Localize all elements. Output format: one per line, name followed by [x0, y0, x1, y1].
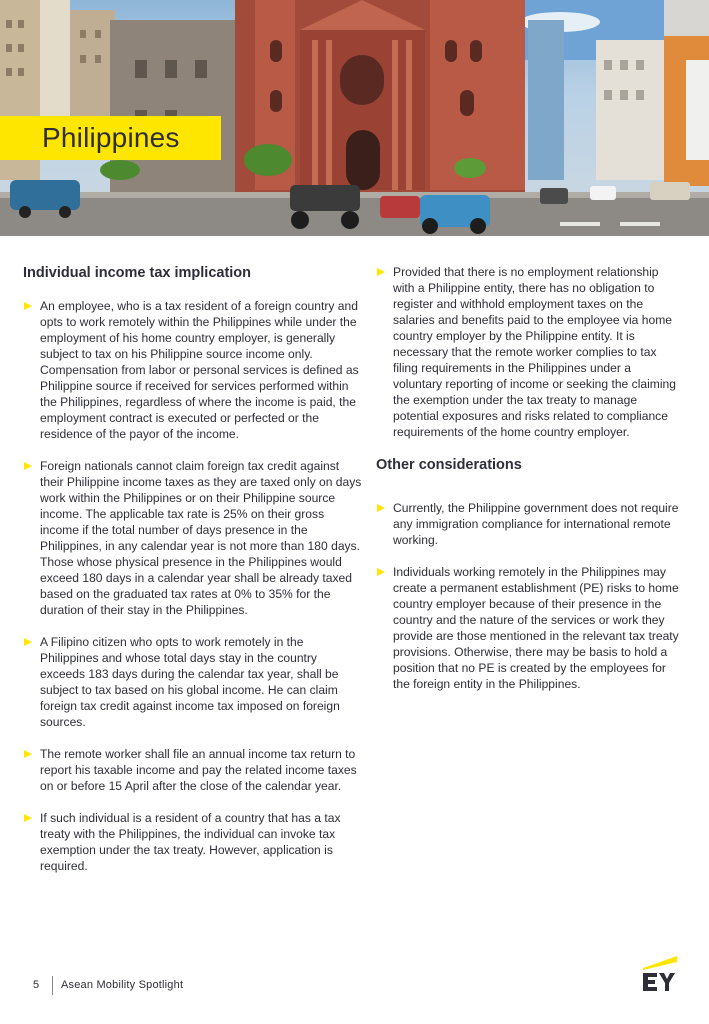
bullet-arrow-icon	[24, 750, 32, 758]
list-item: An employee, who is a tax resident of a foreign country and opts to work remotely within the Philippines while under the employment of his home country employer, is generally subject to tax on his Philippine source income only. Compensation from labor or personal services is defined as Philippine source if received for services performed within the Philippines, regardless of where the income is paid, the employment contract is executed or perfected or the residence of the payor of the income.	[23, 298, 365, 442]
ey-logo-icon	[641, 954, 679, 992]
list-item: If such individual is a resident of a country that has a tax treaty with the Philippines, the individual can invoke tax exemption under the tax treaty. However, application is required.	[23, 810, 365, 874]
page-number: 5	[33, 979, 40, 991]
hero-photo	[0, 0, 709, 236]
left-column	[23, 264, 365, 890]
footer-divider	[52, 976, 53, 995]
bullet-arrow-icon	[377, 504, 385, 512]
list-item: A Filipino citizen who opts to work remotely in the Philippines and whose total days stay in the country exceeds 183 days during the calendar tax year, shall be subject to tax based on his global income. He can claim foreign tax credit against income tax imposed on foreign sources.	[23, 634, 365, 730]
bullet-arrow-icon	[377, 268, 385, 276]
page-footer	[0, 976, 709, 996]
list-item: Individuals working remotely in the Philippines may create a permanent establishment (PE) risks to home country employer because of their presence in the country and the nature of the services or work they provide are those mentioned in the relevant tax treaty provisions. Otherwise, there may be basis to hold a position that no PE is created by the employees for the foreign entity in the Philippines.	[376, 564, 682, 692]
bullet-arrow-icon	[24, 638, 32, 646]
list-item: Foreign nationals cannot claim foreign tax credit against their Philippine income taxes as they are taxed only on days work within the Philippines or on their Philippine source income. The applicable tax rate is 25% on their gross income if the total number of days presence in the Philippines, in any calendar year is not more than 180 days. Those whose physical presence in the Philippines would exceed 180 days in a calendar year shall be already taxed based on the graduated tax rates at 0% to 35% for the duration of their stay in the Philippines.	[23, 458, 365, 618]
bullet-arrow-icon	[24, 462, 32, 470]
section-heading-other-considerations: Other considerations	[376, 457, 522, 473]
list-item: The remote worker shall file an annual income tax return to report his taxable income and pay the related income taxes on or before 15 April after the close of the calendar year.	[23, 746, 365, 794]
section-heading-income-tax: Individual income tax implication	[23, 265, 252, 281]
income-tax-bullets	[23, 298, 365, 874]
bullet-arrow-icon	[24, 814, 32, 822]
continued-bullets	[376, 264, 682, 440]
bullet-arrow-icon	[24, 302, 32, 310]
right-column	[376, 264, 682, 708]
title-band	[0, 116, 221, 160]
list-item: Provided that there is no employment relationship with a Philippine entity, there has no obligation to register and withhold employment taxes on the salaries and benefits paid to the employee via home country employer by the Philippine entity. It is necessary that the remote worker complies to tax filing requirements in the Philippines under a voluntary reporting of income or seeking the claiming the exemption under the tax treaty to manage potential exposures and risks related to compliance requirements of the home country employer.	[376, 264, 682, 440]
bullet-arrow-icon	[377, 568, 385, 576]
publication-title: Asean Mobility Spotlight	[61, 979, 184, 991]
page-title: Philippines	[42, 122, 180, 153]
list-item: Currently, the Philippine government does not require any immigration compliance for international remote working.	[376, 500, 682, 548]
other-considerations-bullets	[376, 500, 682, 692]
